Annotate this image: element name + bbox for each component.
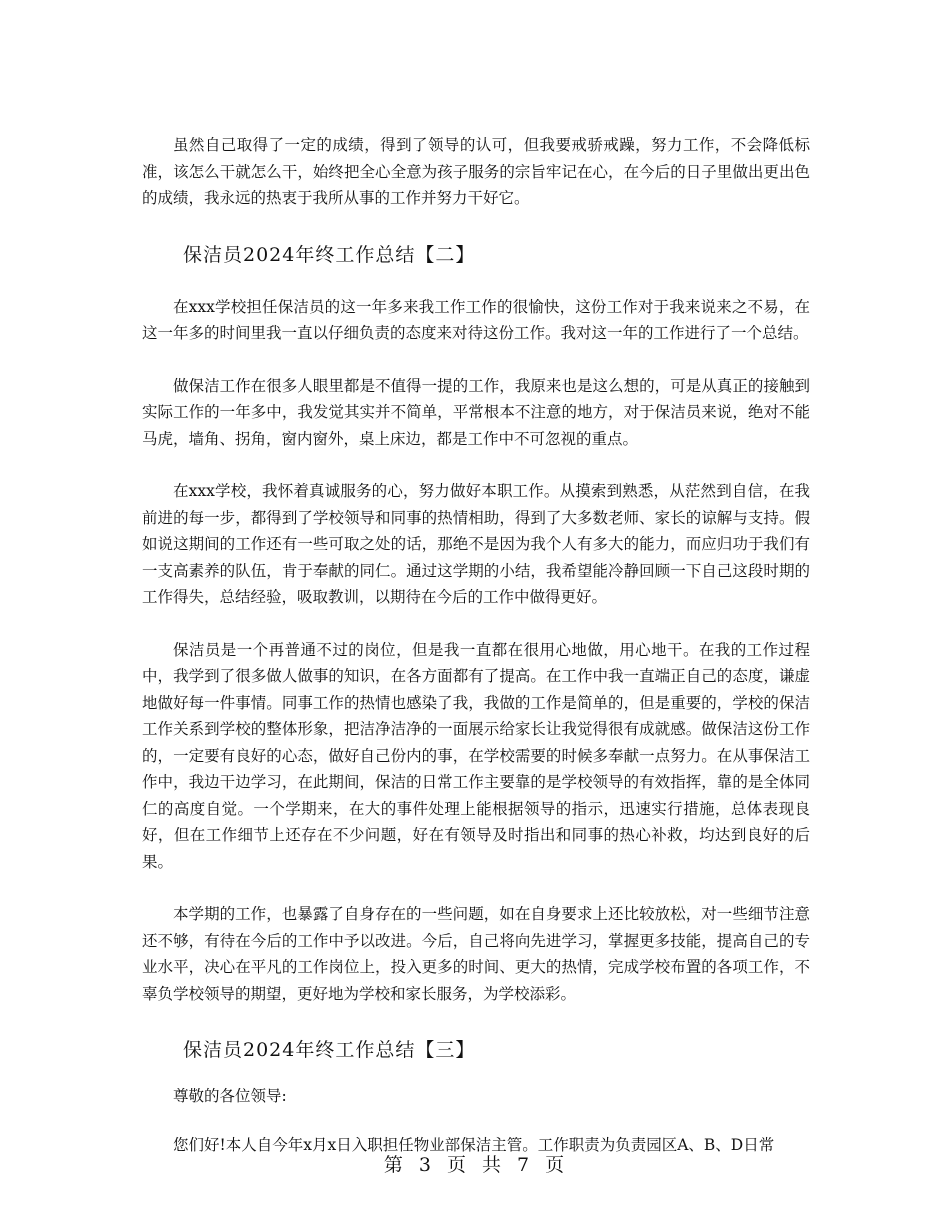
section-3-opening-paragraph: 您们好!本人自今年x月x日入职担任物业部保洁主管。工作职责为负责园区A、B、D日常 <box>173 1135 775 1154</box>
page-number-footer: 第 3 页 共 7 页 <box>383 1154 567 1176</box>
section-2-paragraph-4: 保洁员是一个再普通不过的岗位，但是我一直都在很用心地做，用心地干。在我的工作过程中，我学到了很多做人做事的知识，在各方面都有了提高。在工作中我一直端正自己的态度，谦虚地做好每一件事情。同事工作的热情也感染了我，我做的工作是简单的，但是重要的，学校的保洁工作关系到学校的整体形象，把洁净洁净的一面展示给家长让我觉得很有成就感。做保洁这份工作的，一定要有良好的心态，做好自己份内的事，在学校需要的时候多奉献一点努力。在从事保洁工作中，我边干边学习，在此期间，保洁的日常工作主要靠的是学校领导的有效指挥，靠的是全体同仁的高度自觉。一个学期来，在大的事件处理上能根据领导的指示，迅速实行措施，总体表现良好，但在工作细节上还存在不少问题，好在有领导及时指出和同事的热心补救，均达到良好的后果。 <box>142 640 810 871</box>
section-3-heading: 保洁员2024年终工作总结【三】 <box>183 1039 476 1061</box>
document-body <box>142 132 810 1184</box>
intro-paragraph: 虽然自己取得了一定的成绩，得到了领导的认可，但我要戒骄戒躁，努力工作，不会降低标准，该怎么干就怎么干，始终把全心全意为孩子服务的宗旨牢记在心，在今后的日子里做出更出色的成绩，我永远的热衷于我所从事的工作并努力干好它。 <box>142 136 810 207</box>
section-2-paragraph-3: 在xxx学校，我怀着真诚服务的心，努力做好本职工作。从摸索到熟悉，从茫然到自信，在我前进的每一步，都得到了学校领导和同事的热情相助，得到了大多数老师、家长的谅解与支持。假如说这期间的工作还有一些可取之处的话，那绝不是因为我个人有多大的能力，而应归功于我们有一支高素养的队伍，肯于奉献的同仁。通过这学期的小结，我希望能冷静回顾一下自己这段时期的工作得失，总结经验，吸取教训，以期待在今后的工作中做得更好。 <box>142 482 810 606</box>
section-2-paragraph-2: 做保洁工作在很多人眼里都是不值得一提的工作，我原来也是这么想的，可是从真正的接触到实际工作的一年多中，我发觉其实并不简单，平常根本不注意的地方，对于保洁员来说，绝对不能马虎，墙角、拐角，窗内窗外，桌上床边，都是工作中不可忽视的重点。 <box>142 376 810 448</box>
section-2-heading: 保洁员2024年终工作总结【二】 <box>183 243 476 266</box>
section-2-paragraph-5: 本学期的工作，也暴露了自身存在的一些问题，如在自身要求上还比较放松，对一些细节注意还不够，有待在今后的工作中予以改进。今后，自己将向先进学习，掌握更多技能，提高自己的专业水平，决心在平凡的工作岗位上，投入更多的时间、更大的热情，完成学校布置的各项工作，不辜负学校领导的期望，更好地为学校和家长服务，为学校添彩。 <box>142 905 810 1003</box>
salutation: 尊敬的各位领导: <box>173 1087 287 1105</box>
section-2-paragraph-1: 在xxx学校担任保洁员的这一年多来我工作工作的很愉快，这份工作对于我来说来之不易，在这一年多的时间里我一直以仔细负责的态度来对待这份工作。我对这一年的工作进行了一个总结。 <box>142 297 810 342</box>
